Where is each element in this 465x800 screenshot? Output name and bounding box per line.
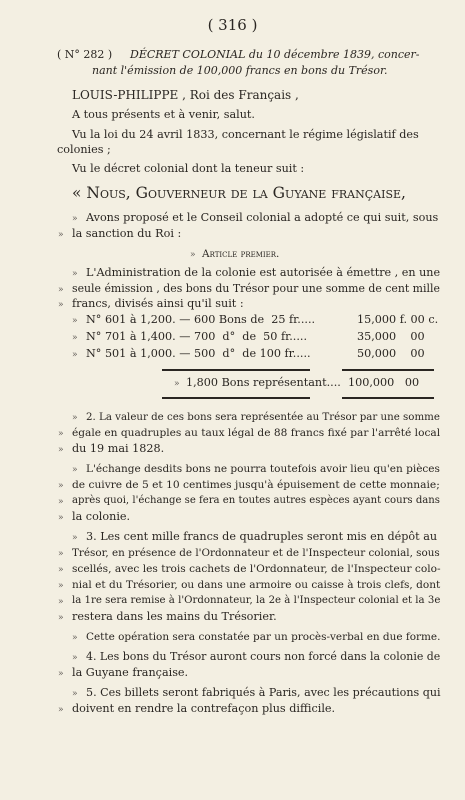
table-row-amount: 15,000 f. 00 c. (357, 313, 439, 326)
page-number: ( 316 ) (207, 16, 258, 34)
quote-mark: » (72, 214, 78, 224)
art3-line: nial et du Trésorier, ou dans une armoire ou caisse à trois clefs, dont (72, 579, 441, 591)
quote-mark: » (72, 633, 78, 643)
quote-mark: » (58, 445, 64, 455)
table-row-amount: 35,000 00 (357, 330, 425, 343)
king-line: LOUIS-PHILIPPE , Roi des Français , (72, 88, 299, 102)
decree-title: DÉCRET COLONIAL du 10 décembre 1839, concer- (130, 48, 420, 61)
table-row-label: N° 501 à 1,000. — 500 d° de 100 fr..... (86, 347, 311, 360)
vu-loi-line: Vu la loi du 24 avril 1833, concernant le régime législatif des (72, 128, 419, 141)
quote-mark: » (58, 549, 64, 559)
decree-number: ( N° 282 ) (57, 48, 113, 61)
quote-mark: » (190, 250, 196, 260)
quote-mark: » (72, 350, 78, 360)
echange-line: de cuivre de 5 et 10 centimes jusqu'à épuisement de cette monnaie; (72, 478, 440, 491)
quote-mark: » (58, 513, 64, 523)
quote-mark: » (58, 705, 64, 715)
echange-line: la colonie. (72, 510, 131, 523)
quote-mark: » (72, 413, 78, 423)
art3-line: 3. Les cent mille francs de quadruples seront mis en dépôt au (86, 530, 438, 543)
rule-line (342, 397, 434, 399)
avons-line: Avons proposé et le Conseil colonial a adopté ce qui suit, sous (86, 211, 439, 224)
rule-line (342, 369, 434, 371)
quote-mark: » (58, 613, 64, 623)
quote-mark: » (72, 689, 78, 699)
quote-mark: » (58, 481, 64, 491)
table-row-label: N° 701 à 1,400. — 700 d° de 50 fr..... (86, 330, 308, 343)
quote-mark: » (72, 533, 78, 543)
rule-line (162, 369, 310, 371)
quote-mark: » (58, 300, 64, 310)
art5-line: doivent en rendre la contrefaçon plus difficile. (72, 702, 336, 715)
total-amount: 100,000 00 (348, 376, 420, 389)
art4-line: la Guyane française. (72, 666, 189, 679)
quote-mark: » (58, 285, 64, 295)
quote-mark: » (174, 379, 180, 389)
quote-mark: » (72, 316, 78, 326)
vu-decret-line: Vu le décret colonial dont la teneur suit : (72, 162, 305, 175)
salut-line: A tous présents et à venir, salut. (72, 108, 255, 121)
quote-mark: » (72, 653, 78, 663)
art5-line: 5. Ces billets seront fabriqués à Paris, avec les précautions qui (86, 686, 441, 699)
quote-mark: » (58, 429, 64, 439)
nous-heading: « Nous, Gouverneur de la Guyane française, (72, 184, 406, 202)
art3-line: Trésor, en présence de l'Ordonnateur et de l'Inspecteur colonial, sous (72, 547, 440, 559)
echange-line: après quoi, l'échange se fera en toutes autres espèces ayant cours dans (72, 495, 440, 506)
art2-line: égale en quadruples au taux légal de 88 francs fixé par l'arrêté local (72, 427, 441, 439)
operation-line: Cette opération sera constatée par un procès-verbal en due forme. (86, 631, 441, 643)
art3-line: restera dans les mains du Trésorier. (72, 610, 277, 623)
quote-mark: » (58, 581, 64, 591)
quote-mark: » (72, 465, 78, 475)
vu-loi-cont: colonies ; (57, 143, 111, 156)
art1-line: seule émission , des bons du Trésor pour une somme de cent mille (72, 282, 440, 295)
rule-line (162, 397, 310, 399)
avons-line: la sanction du Roi : (72, 227, 182, 240)
table-row-label: N° 601 à 1,200. — 600 Bons de 25 fr..... (86, 313, 316, 326)
quote-mark: » (72, 269, 78, 279)
art3-line: scellés, avec les trois cachets de l'Ordonnateur, de l'Inspecteur colo- (72, 563, 441, 575)
echange-line: L'échange desdits bons ne pourra toutefois avoir lieu qu'en pièces (86, 463, 440, 475)
art3-line: la 1re sera remise à l'Ordonnateur, la 2e à l'Inspecteur colonial et la 3e (72, 595, 441, 606)
quote-mark: » (58, 597, 64, 607)
art1-line: francs, divisés ainsi qu'il suit : (72, 297, 244, 310)
decree-title-cont: nant l'émission de 100,000 francs en bons du Trésor. (92, 64, 388, 77)
table-row-amount: 50,000 00 (357, 347, 425, 360)
total-label: 1,800 Bons représentant.... (186, 376, 341, 389)
art2-line: du 19 mai 1828. (72, 442, 165, 455)
quote-mark: » (58, 565, 64, 575)
art1-line: L'Administration de la colonie est autorisée à émettre , en une (86, 266, 441, 279)
quote-mark: » (58, 230, 64, 240)
art2-line: 2. La valeur de ces bons sera représentée au Trésor par une somme (86, 411, 440, 423)
article-premier: Article premier. (202, 248, 280, 260)
quote-mark: » (72, 333, 78, 343)
quote-mark: » (58, 669, 64, 679)
art4-line: 4. Les bons du Trésor auront cours non forcé dans la colonie de (86, 650, 441, 663)
quote-mark: » (58, 497, 64, 507)
